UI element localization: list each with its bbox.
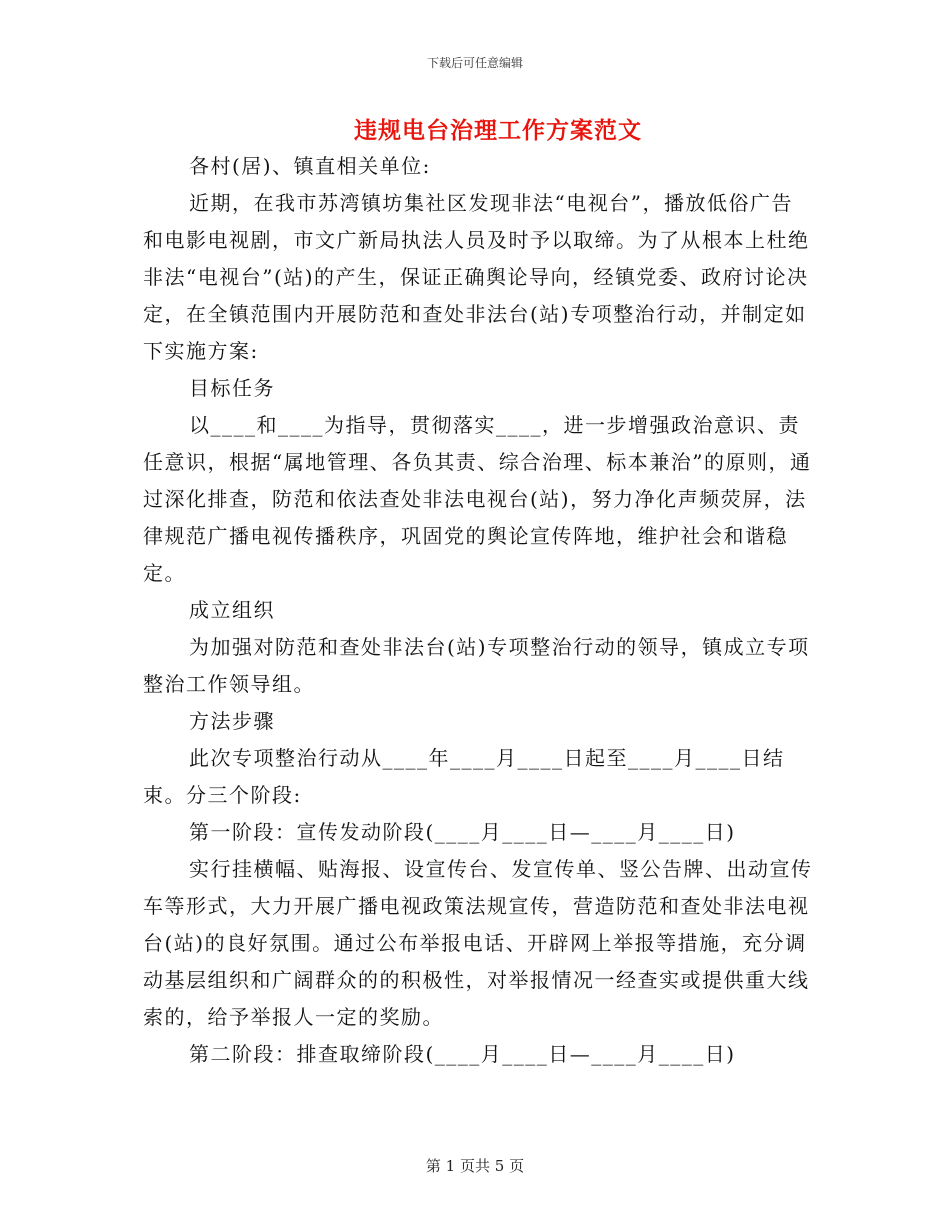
header-note: 下载后可任意编辑 <box>426 56 523 70</box>
paragraph-intro: 近期，在我市苏湾镇坊集社区发现非法“电视台”，播放低俗广告和电影电视剧，市文广新局执法人员及时予以取缔。为了从根本上杜绝非法“电视台”(站)的产生，保证正确舆论导向，经镇党委、政府讨论决定，在全镇范围内开展防范和查处非法台(站)专项整治行动，并制定如下实施方案: <box>143 191 810 363</box>
heading-phase-two: 第二阶段：排查取缔阶段(____月____日—____月____日) <box>189 1042 736 1066</box>
page-number-footer: 第 1 页共 5 页 <box>425 1157 525 1175</box>
paragraph-organization: 为加强对防范和查处非法台(站)专项整治行动的领导，镇成立专项整治工作领导组。 <box>143 635 810 696</box>
paragraph-goals: 以____和____为指导，贯彻落实____，进一步增强政治意识、责任意识，根据“属地管理、各负其责、综合治理、标本兼治”的原则，通过深化排查，防范和依法查处非法电视台(站)，努力净化声频荧屏，法律规范广播电视传播秩序，巩固党的舆论宣传阵地，维护社会和谐稳定。 <box>143 413 812 585</box>
paragraph-salutation: 各村(居)、镇直相关单位: <box>189 154 431 178</box>
paragraph-phase-one: 实行挂横幅、贴海报、设宣传台、发宣传单、竖公告牌、出动宣传车等形式，大力开展广播电视政策法规宣传，营造防范和查处非法电视台(站)的良好氛围。通过公布举报电话、开辟网上举报等措施，充分调动基层组织和广阔群众的的积极性，对举报情况一经查实或提供重大线索的，给予举报人一定的奖励。 <box>143 857 813 1029</box>
paragraph-schedule: 此次专项整治行动从____年____月____日起至____月____日结束。分三个阶段: <box>143 746 785 807</box>
heading-phase-one: 第一阶段：宣传发动阶段(____月____日—____月____日) <box>189 820 736 844</box>
heading-goals: 目标任务 <box>189 376 275 400</box>
heading-methods: 方法步骤 <box>189 709 275 733</box>
document-body <box>143 148 813 1073</box>
document-title: 违规电台治理工作方案范文 <box>354 117 642 144</box>
heading-organization: 成立组织 <box>189 598 275 622</box>
